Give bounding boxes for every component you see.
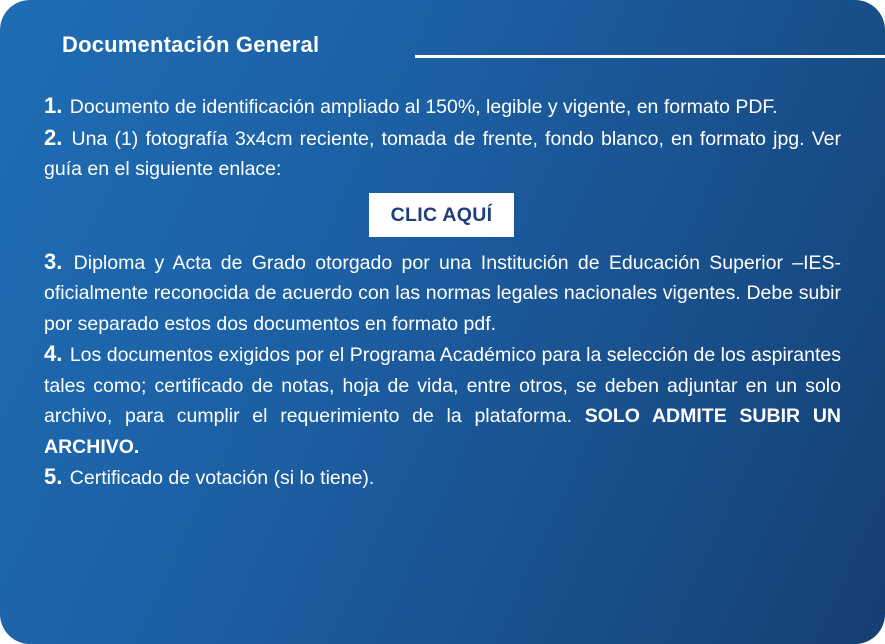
list-item-5 [44,462,841,494]
list-item-4 [44,339,841,462]
item-number: 4. [44,341,63,366]
requirements-list [44,91,841,494]
item-text: Certificado de votación (si lo tiene). [69,467,375,489]
title-divider [415,55,885,58]
list-item-3 [44,247,841,340]
item-text: Los documentos exigidos por el Programa Académico para la selección de los aspirantes tales como; certificado de notas, hoja de vida, entre otros, se deben adjuntar en un solo archivo, para cumplir el requerimiento de la plataforma. [44,344,841,427]
section-title: Documentación General [62,32,320,57]
item-emphasis: SOLO ADMITE SUBIR UN ARCHIVO. [44,405,841,458]
item-text: Documento de identificación ampliado al 150%, legible y vigente, en formato PDF. [69,96,778,118]
item-number: 1. [44,93,63,118]
click-here-button[interactable]: CLIC AQUÍ [369,193,515,237]
item-number: 2. [44,124,63,150]
item-text: Diploma y Acta de Grado otorgado por una Institución de Educación Superior –IES- oficialmente reconocida de acuerdo con las normas legales nacionales vigentes. Debe subir por separado estos dos documentos en formato pdf. [44,251,841,335]
item-number: 3. [44,248,63,274]
list-item-1 [44,91,841,123]
item-number: 5. [44,464,63,489]
item-text: Una (1) fotografía 3x4cm reciente, tomada de frente, fondo blanco, en formato jpg. Ver guía en el siguiente enlace: [44,127,841,180]
link-button-container [44,193,841,241]
list-item-2 [44,123,841,185]
